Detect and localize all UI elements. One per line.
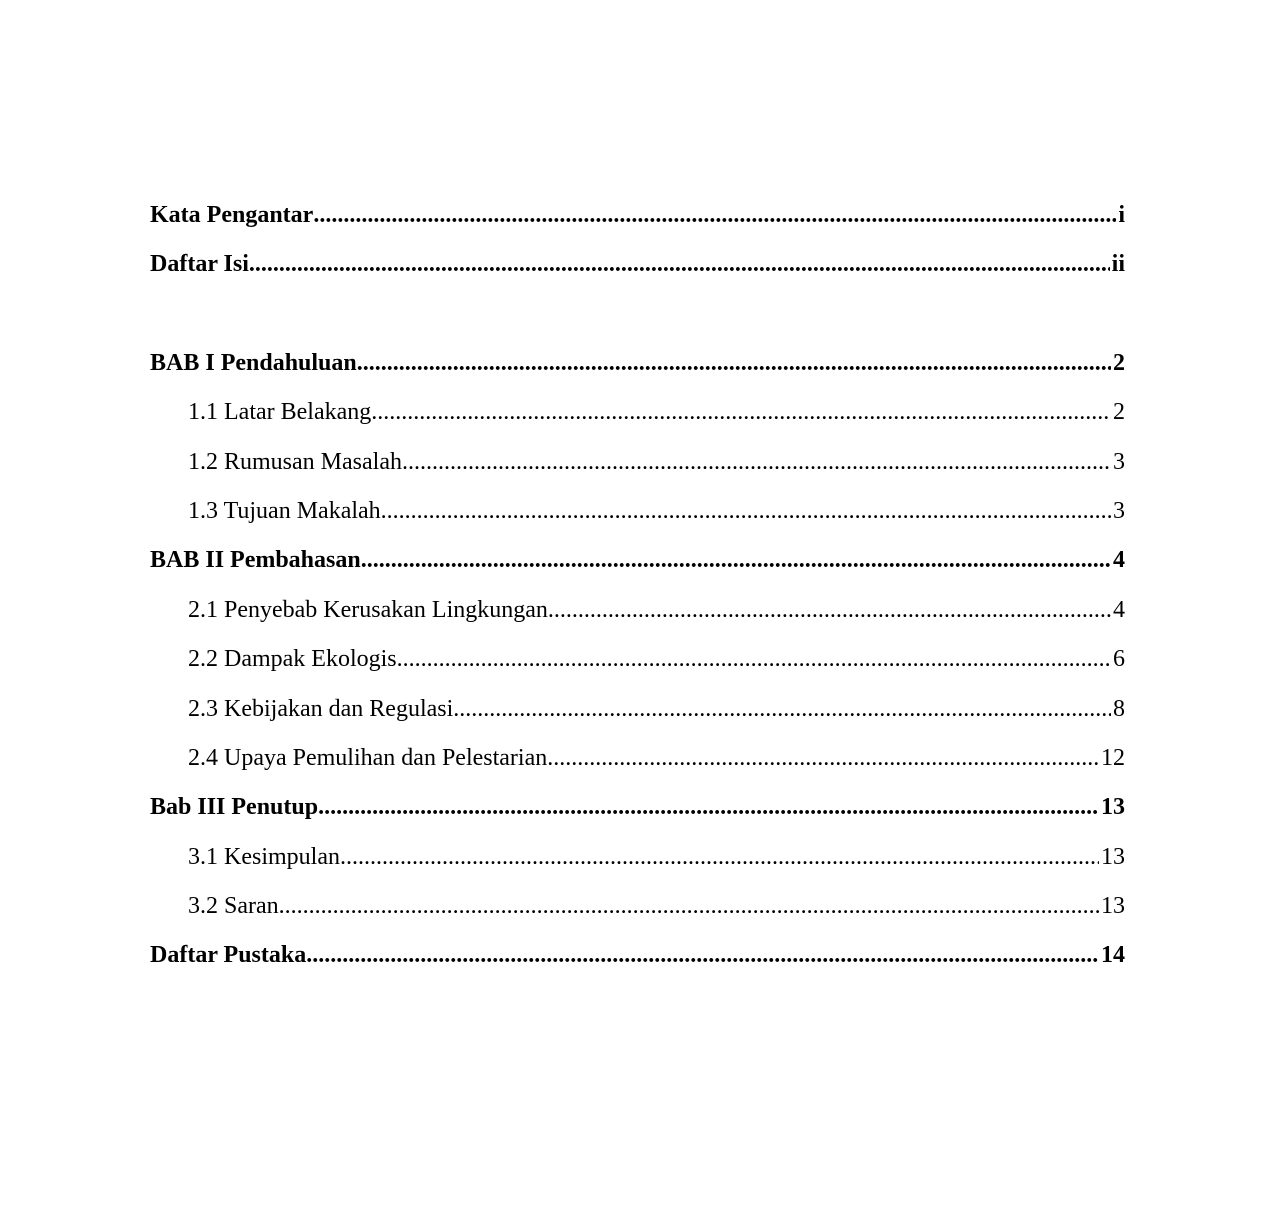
toc-entry-title: Daftar Isi	[150, 251, 249, 278]
toc-entry-page: i	[1118, 202, 1125, 228]
toc-entry-title: BAB II Pembahasan	[150, 547, 361, 574]
toc-entry-bab-2[interactable]	[150, 543, 1125, 592]
toc-dot-leader	[361, 543, 1111, 577]
toc-entry-title: 2.1 Penyebab Kerusakan Lingkungan	[188, 596, 548, 623]
toc-dot-leader	[453, 692, 1111, 726]
toc-entry-page: 4	[1113, 547, 1125, 574]
toc-entry-title: 2.2 Dampak Ekologis	[188, 646, 397, 673]
toc-dot-leader	[318, 790, 1099, 824]
toc-dot-leader	[279, 889, 1099, 923]
toc-entry-page: 4	[1113, 596, 1125, 623]
toc-entry-title: Bab III Penutup	[150, 794, 319, 821]
toc-dot-leader	[306, 938, 1099, 972]
toc-entry-page: 12	[1101, 744, 1125, 771]
toc-entry-2-4[interactable]	[150, 741, 1125, 790]
toc-dot-leader	[249, 247, 1110, 281]
toc-entry-bab-3[interactable]	[150, 790, 1125, 839]
toc-spacer	[150, 297, 1125, 346]
toc-dot-leader	[547, 741, 1099, 775]
toc-entry-page: ii	[1111, 251, 1125, 278]
toc-entry-page: 6	[1113, 646, 1125, 673]
toc-entry-1-1[interactable]	[150, 395, 1125, 444]
toc-entry-page: 3	[1113, 448, 1125, 475]
toc-entry-title: 3.2 Saran	[188, 893, 279, 920]
toc-entry-daftar-pustaka[interactable]	[150, 938, 1125, 987]
toc-entry-kata-pengantar[interactable]	[150, 198, 1125, 247]
toc-dot-leader	[340, 840, 1099, 874]
toc-entry-page: 2	[1113, 399, 1125, 426]
toc-dot-leader	[371, 395, 1111, 429]
toc-entry-title: Kata Pengantar	[150, 202, 314, 228]
toc-entry-title: Daftar Pustaka	[150, 942, 307, 969]
toc-entry-page: 13	[1101, 794, 1125, 821]
toc-entry-page: 13	[1101, 893, 1125, 920]
toc-dot-leader	[402, 445, 1111, 479]
toc-entry-title: 1.2 Rumusan Masalah	[188, 448, 402, 475]
toc-dot-leader	[381, 494, 1111, 528]
toc-entry-page: 2	[1113, 349, 1125, 376]
toc-entry-title: 3.1 Kesimpulan	[188, 843, 340, 870]
toc-entry-3-2[interactable]	[150, 889, 1125, 938]
toc-dot-leader	[548, 593, 1111, 627]
toc-entry-2-2[interactable]	[150, 642, 1125, 691]
toc-dot-leader	[357, 346, 1111, 380]
toc-entry-3-1[interactable]	[150, 840, 1125, 889]
toc-entry-page: 8	[1113, 695, 1125, 722]
toc-entry-1-2[interactable]	[150, 445, 1125, 494]
toc-entry-bab-1[interactable]	[150, 346, 1125, 395]
toc-entry-page: 13	[1101, 843, 1125, 870]
table-of-contents	[150, 198, 1125, 988]
toc-entry-title: 2.3 Kebijakan dan Regulasi	[188, 695, 454, 722]
toc-entry-title: BAB I Pendahuluan	[150, 349, 357, 376]
toc-entry-daftar-isi[interactable]	[150, 247, 1125, 296]
toc-dot-leader	[397, 642, 1111, 676]
toc-entry-title: 1.1 Latar Belakang	[188, 399, 372, 426]
toc-entry-title: 2.4 Upaya Pemulihan dan Pelestarian	[188, 744, 548, 771]
toc-dot-leader	[313, 198, 1116, 232]
toc-entry-page: 14	[1101, 942, 1125, 969]
toc-entry-2-3[interactable]	[150, 692, 1125, 741]
toc-entry-2-1[interactable]	[150, 593, 1125, 642]
toc-entry-1-3[interactable]	[150, 494, 1125, 543]
toc-entry-title: 1.3 Tujuan Makalah	[188, 497, 381, 524]
toc-entry-page: 3	[1113, 497, 1125, 524]
